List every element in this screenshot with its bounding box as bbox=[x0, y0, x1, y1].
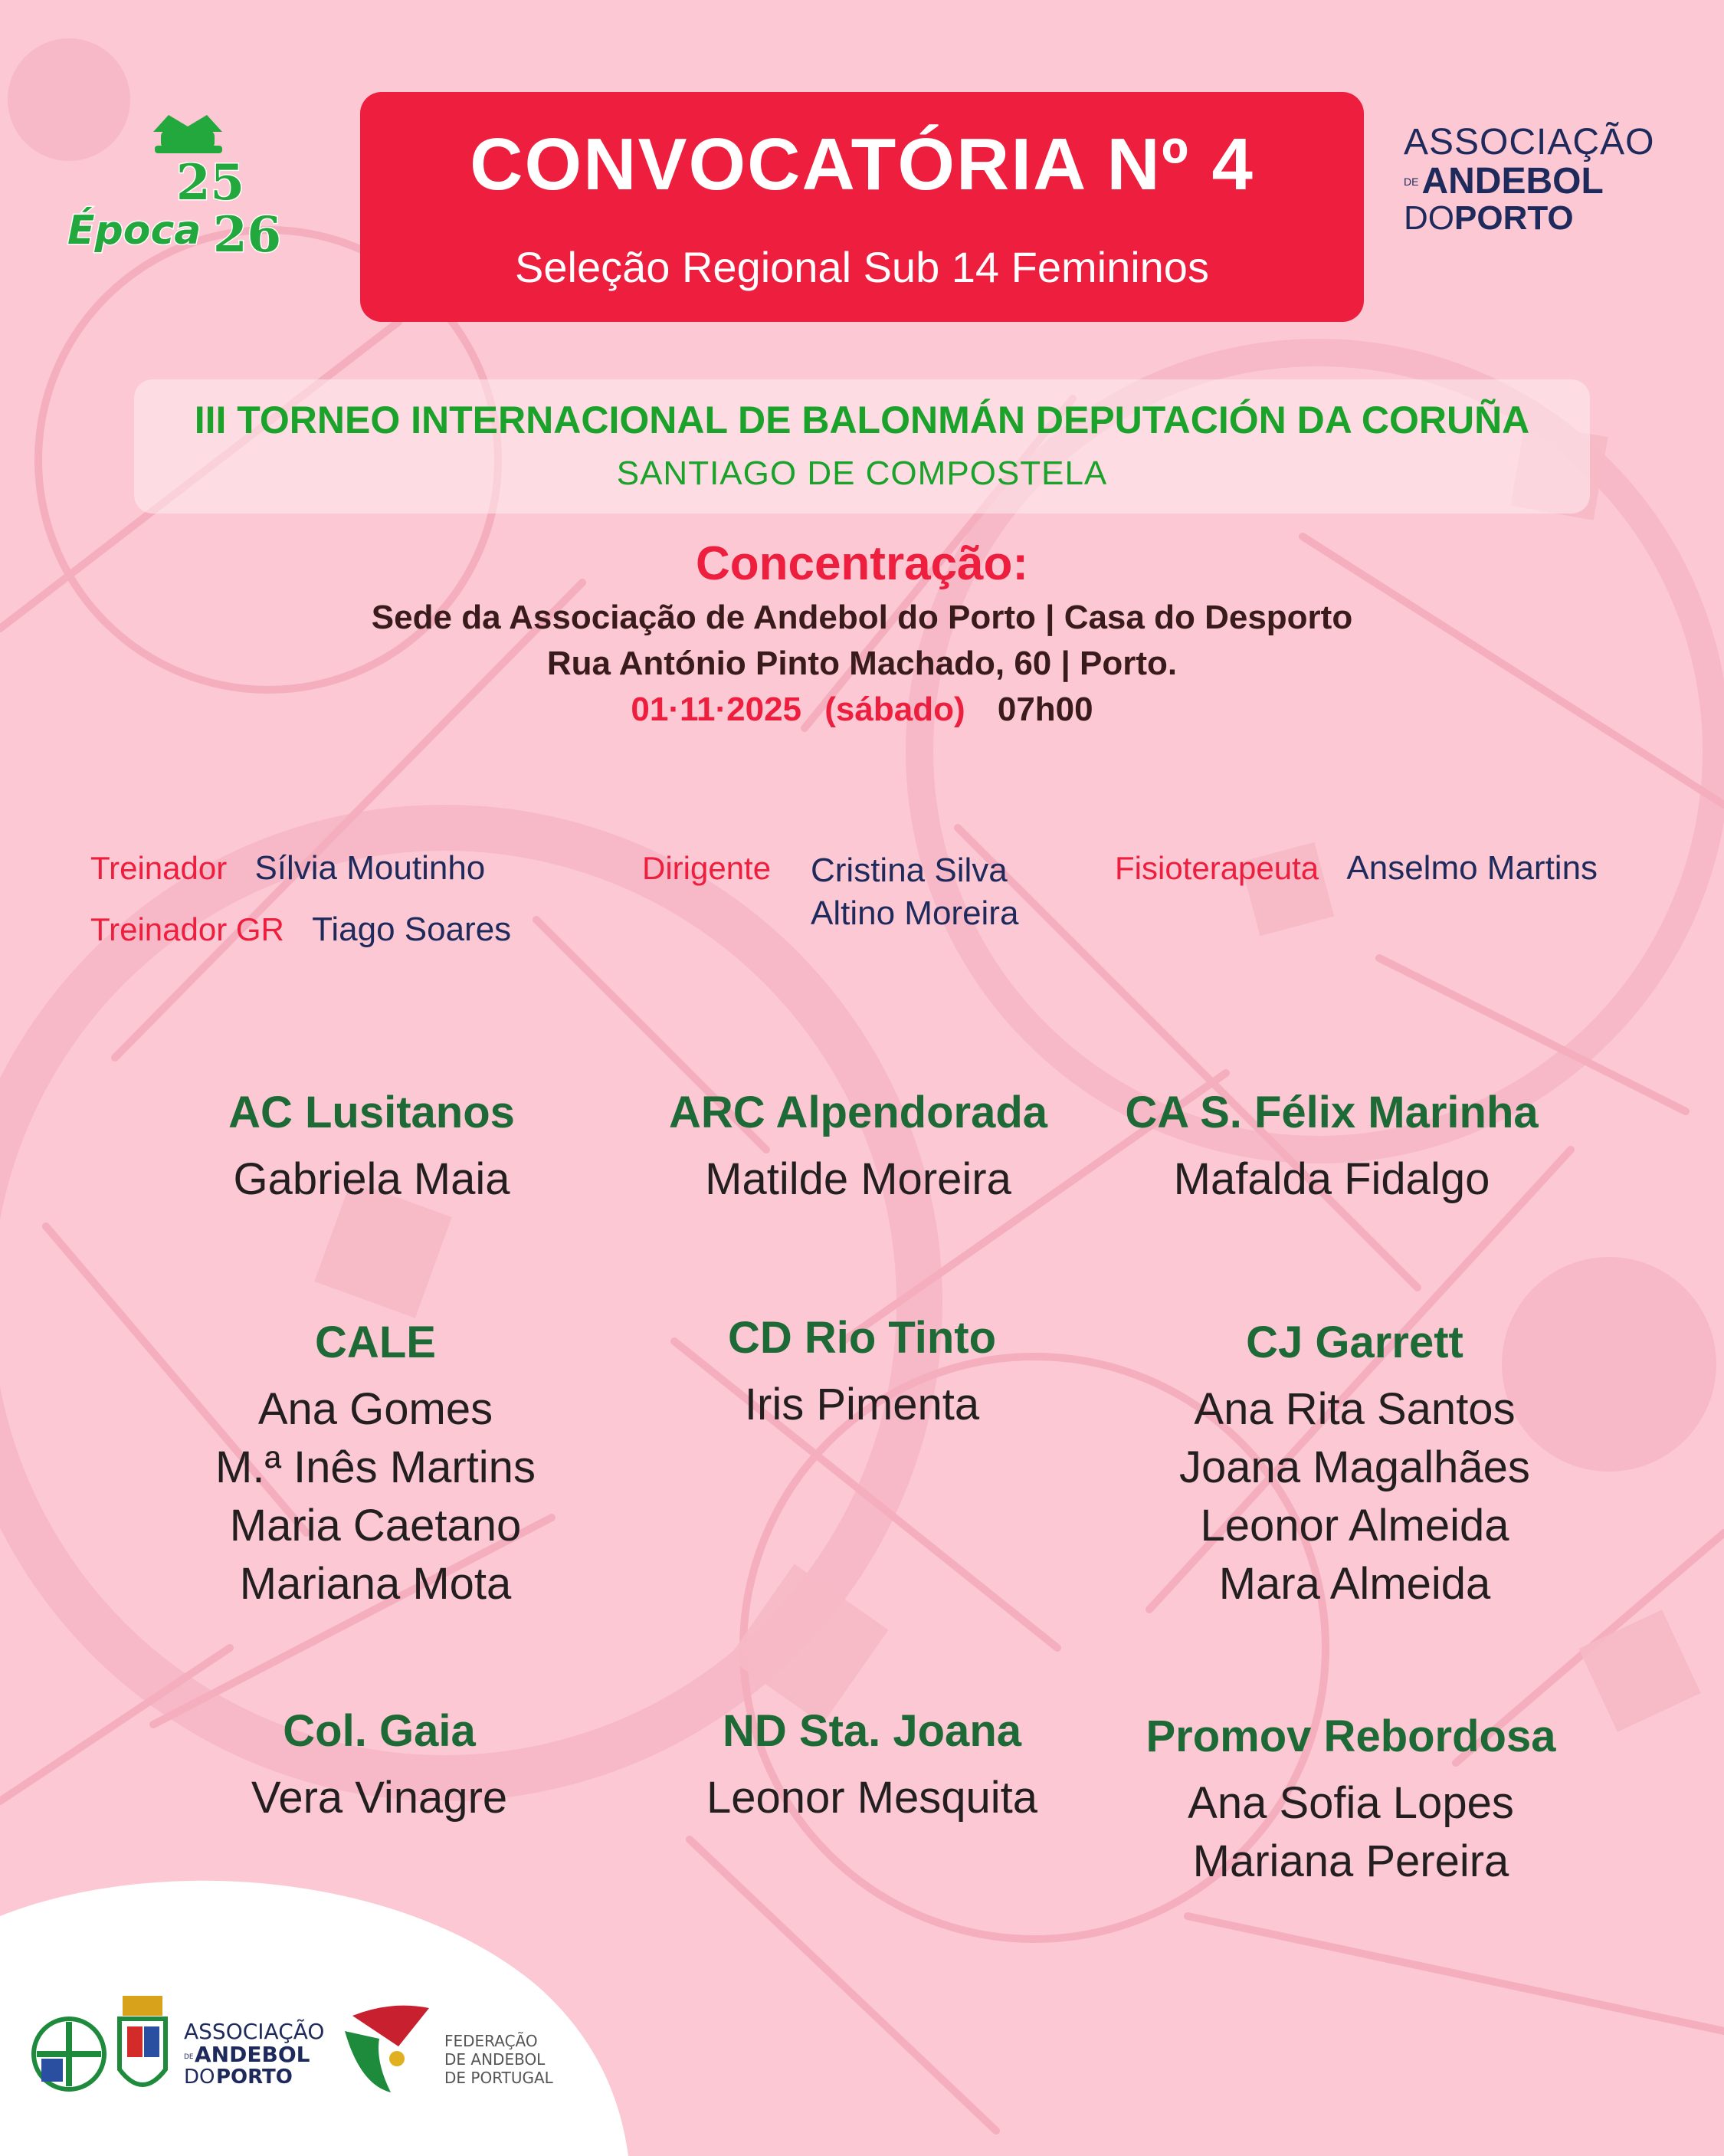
player-name: Mara Almeida bbox=[1218, 1559, 1491, 1609]
staff-coach-name: Sílvia Moutinho bbox=[254, 849, 486, 887]
association-logo-porto: PORTO bbox=[1454, 199, 1574, 237]
player-name: M.ª Inês Martins bbox=[215, 1442, 536, 1492]
event-city: SANTIAGO DE COMPOSTELA bbox=[616, 454, 1108, 492]
footer-fap-line1: FEDERAÇÃO bbox=[444, 2032, 538, 2050]
club-name: Col. Gaia bbox=[283, 1706, 476, 1756]
player-name: Ana Sofia Lopes bbox=[1188, 1778, 1514, 1828]
staff-coach bbox=[90, 849, 485, 888]
fap-logo-icon bbox=[345, 2006, 429, 2092]
staff-director-names bbox=[811, 849, 1018, 935]
club-name: Promov Rebordosa bbox=[1146, 1711, 1556, 1761]
association-logo-line1: ASSOCIAÇÃO bbox=[1404, 122, 1655, 162]
concentration-address: Rua António Pinto Machado, 60 | Porto. bbox=[546, 645, 1178, 682]
concentration-section bbox=[0, 537, 1724, 729]
association-logo-line3 bbox=[1404, 199, 1654, 238]
club-block bbox=[123, 1317, 628, 1613]
club-block bbox=[605, 1087, 1111, 1209]
staff-physio-name: Anselmo Martins bbox=[1346, 849, 1598, 887]
staff-gk-name: Tiago Soares bbox=[312, 911, 512, 948]
association-logo-line2 bbox=[1404, 160, 1654, 202]
footer-aap-line1: ASSOCIAÇÃO bbox=[184, 2019, 325, 2044]
aap-emblem-icon bbox=[34, 2019, 104, 2089]
event-box bbox=[134, 379, 1590, 514]
footer-aap-line2: ANDEBOL bbox=[195, 2042, 310, 2067]
player-name: Mariana Mota bbox=[239, 1559, 512, 1609]
staff-director-role: Dirigente bbox=[642, 850, 772, 886]
concentration-date: 01·11·2025 bbox=[631, 691, 802, 728]
club-block bbox=[119, 1087, 624, 1209]
player-name: Leonor Almeida bbox=[1200, 1501, 1509, 1551]
staff-gk-coach bbox=[90, 911, 511, 949]
staff-director-name-1: Cristina Silva bbox=[811, 852, 1008, 889]
player-name: Mafalda Fidalgo bbox=[1173, 1154, 1490, 1204]
staff-gk-role: Treinador GR bbox=[90, 911, 284, 947]
club-block bbox=[1102, 1317, 1608, 1613]
footer-fap-line2: DE ANDEBOL bbox=[444, 2050, 546, 2069]
club-name: CD Rio Tinto bbox=[727, 1313, 997, 1363]
footer-fap-line3: DE PORTUGAL bbox=[444, 2069, 553, 2087]
club-block bbox=[1079, 1087, 1585, 1209]
player-name: Matilde Moreira bbox=[705, 1154, 1011, 1204]
association-logo-de: DE bbox=[1404, 175, 1419, 188]
staff-director-name-2: Altino Moreira bbox=[811, 894, 1019, 932]
player-name: Gabriela Maia bbox=[233, 1154, 510, 1204]
staff-director bbox=[642, 849, 771, 888]
concentration-time: 07h00 bbox=[997, 691, 1093, 728]
player-name: Leonor Mesquita bbox=[706, 1773, 1038, 1823]
staff-physio bbox=[1115, 849, 1598, 888]
player-name: Ana Gomes bbox=[257, 1384, 493, 1434]
concentration-weekday: (sábado) bbox=[824, 691, 965, 728]
concentration-place: Sede da Associação de Andebol do Porto | Casa do Desporto bbox=[371, 599, 1353, 636]
player-name: Joana Magalhães bbox=[1179, 1442, 1530, 1492]
club-block bbox=[1098, 1711, 1604, 1891]
footer-aap-de: DE bbox=[184, 2053, 194, 2061]
club-name: ND Sta. Joana bbox=[723, 1706, 1021, 1756]
season-label: Época bbox=[67, 208, 202, 254]
footer-aap-do: DO bbox=[184, 2066, 215, 2089]
event-name: III TORNEO INTERNACIONAL DE BALONMÁN DEPUTACIÓN DA CORUÑA bbox=[194, 399, 1530, 441]
association-logo bbox=[1404, 121, 1654, 238]
club-name: AC Lusitanos bbox=[228, 1088, 515, 1137]
club-name: CJ Garrett bbox=[1246, 1318, 1463, 1367]
season-years-top: 25 bbox=[176, 154, 245, 212]
staff-physio-role: Fisioterapeuta bbox=[1115, 850, 1319, 886]
association-logo-do: DO bbox=[1404, 199, 1454, 237]
season-logo bbox=[61, 115, 299, 268]
staff-coach-role: Treinador bbox=[90, 850, 228, 886]
page-subtitle: Seleção Regional Sub 14 Femininos bbox=[515, 243, 1209, 291]
club-name: ARC Alpendorada bbox=[668, 1088, 1048, 1137]
crown-icon bbox=[153, 115, 222, 153]
player-name: Ana Rita Santos bbox=[1194, 1384, 1516, 1434]
club-block bbox=[126, 1705, 632, 1827]
concentration-title: Concentração: bbox=[695, 537, 1029, 590]
footer-aap-porto: PORTO bbox=[216, 2066, 293, 2089]
season-years-bottom: 26 bbox=[213, 206, 282, 264]
player-name: Mariana Pereira bbox=[1192, 1836, 1509, 1886]
title-banner bbox=[360, 92, 1364, 322]
concentration-datetime bbox=[0, 691, 1724, 729]
page-title: CONVOCATÓRIA Nº 4 bbox=[470, 123, 1254, 205]
club-name: CALE bbox=[315, 1318, 436, 1367]
association-logo-andebol: ANDEBOL bbox=[1421, 161, 1604, 202]
player-name: Iris Pimenta bbox=[744, 1380, 980, 1429]
aap-shield-icon bbox=[120, 1996, 166, 2085]
player-name: Maria Caetano bbox=[229, 1501, 522, 1551]
club-name: CA S. Félix Marinha bbox=[1125, 1088, 1539, 1137]
club-block bbox=[609, 1312, 1115, 1434]
footer-logos bbox=[31, 1985, 567, 2108]
club-block bbox=[619, 1705, 1125, 1827]
player-name: Vera Vinagre bbox=[251, 1773, 508, 1823]
